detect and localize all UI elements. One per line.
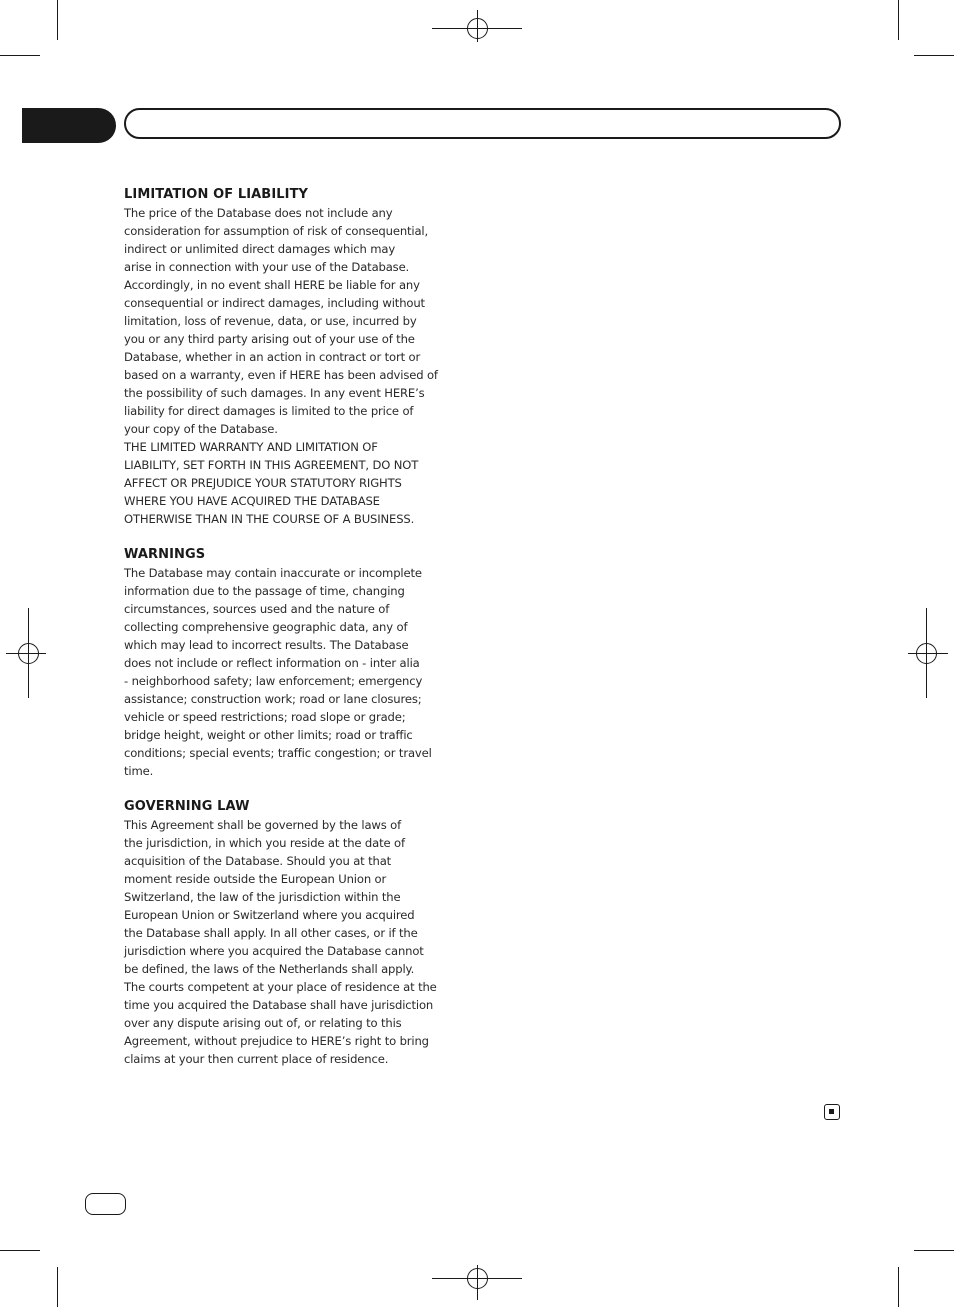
end-of-section-icon [824, 1104, 840, 1120]
section-heading: LIMITATION OF LIABILITY [124, 187, 309, 202]
chapter-title-bar [124, 108, 841, 139]
page-number-box [85, 1193, 126, 1215]
section-body: The price of the Database does not include any consideration for assumption of risk of consequential, indirect or unlimited direct damages which may arise in connection with your use of the Database. Accordingly, in no event shall HERE be liable for any consequential or indirect damages, including without limitation, loss of revenue, data, or use, incurred by you or any third party arising out of your use of the Database, whether in an action in contract or tort or based on a warranty, even if HERE has been advised of the possibility of such damages. In any event HERE’s liability for direct damages is limited to the price of your copy of the Database. THE LIMITED WARRANTY AND LIMITATION OF LIABILITY, SET FORTH IN THIS AGREEMENT, DO NOT AFFECT OR PREJUDICE YOUR STATUTORY RIGHTS WHERE YOU HAVE ACQUIRED THE DATABASE OTHERWISE THAN IN THE COURSE OF A BUSINESS. [124, 206, 438, 526]
section-governing-law [124, 798, 460, 1068]
chapter-tab [22, 108, 116, 143]
section-body: The Database may contain inaccurate or incomplete information due to the passage of time, changing circumstances, sources used and the nature of collecting comprehensive geographic data, any of which may lead to incorrect results. The Database does not include or reflect information on - inter alia - neighborhood safety; law enforcement; emergency assistance; construction work; road or lane closures; vehicle or speed restrictions; road slope or grade; bridge height, weight or other limits; road or traffic conditions; special events; traffic congestion; or travel time. [124, 566, 432, 778]
section-heading: WARNINGS [124, 547, 206, 562]
section-warnings [124, 546, 460, 780]
license-text-column [124, 186, 460, 1086]
section-limitation-of-liability [124, 186, 460, 528]
section-body: This Agreement shall be governed by the laws of the jurisdiction, in which you reside at the date of acquisition of the Database. Should you at that moment reside outside the European Union or Switzerland, the law of the jurisdiction within the European Union or Switzerland where you acquired the Database shall apply. In all other cases, or if the jurisdiction where you acquired the Database cannot be defined, the laws of the Netherlands shall apply. The courts competent at your place of residence at the time you acquired the Database shall have jurisdiction over any dispute arising out of, or relating to this Agreement, without prejudice to HERE’s right to bring claims at your then current place of residence. [124, 818, 437, 1066]
section-heading: GOVERNING LAW [124, 799, 250, 814]
